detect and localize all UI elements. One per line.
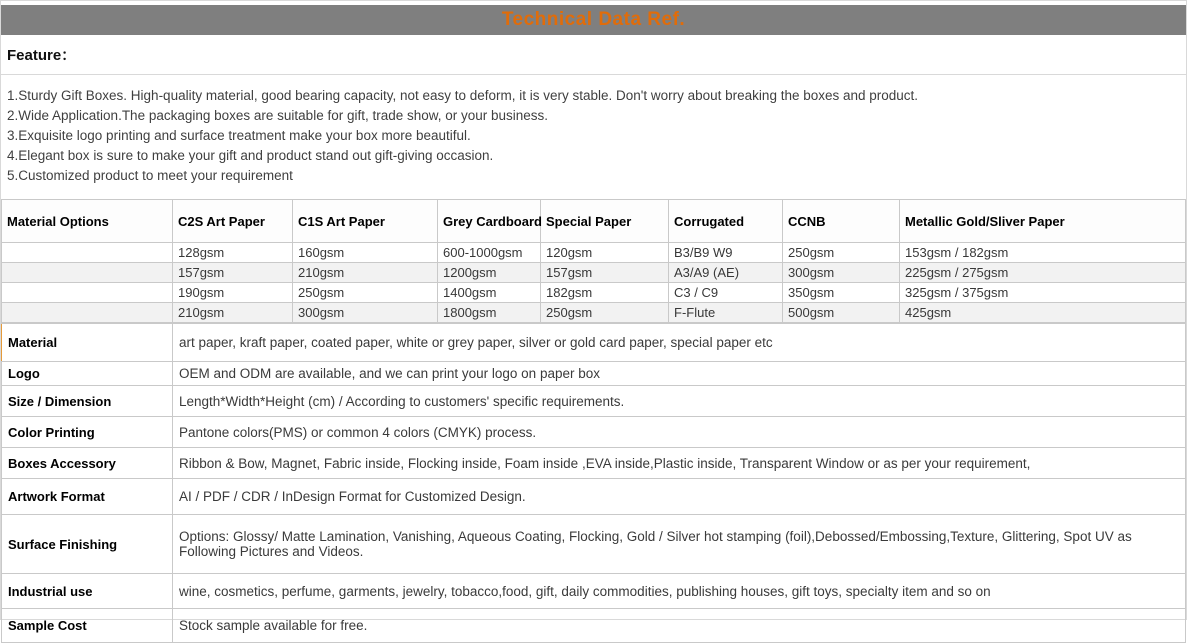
spec-row — [2, 448, 1186, 479]
materials-cell: 350gsm — [783, 283, 900, 303]
spec-row-value: Options: Glossy/ Matte Lamination, Vanishing, Aqueous Coating, Flocking, Gold / Silver hot stamping (foil),Debossed/Embossing,Texture, Glittering, Spot UV as Following Pictures and Videos. — [173, 515, 1186, 574]
spec-row-value: Ribbon & Bow, Magnet, Fabric inside, Flocking inside, Foam inside ,EVA inside,Plastic inside, Transparent Window or as per your requirement, — [173, 448, 1186, 479]
spec-row-label: Sample Cost — [2, 609, 173, 643]
materials-cell: 120gsm — [541, 243, 669, 263]
materials-cell: 1200gsm — [438, 263, 541, 283]
materials-cell — [2, 283, 173, 303]
spec-row — [2, 515, 1186, 574]
materials-column-header: Special Paper — [541, 200, 669, 243]
materials-cell: 225gsm / 275gsm — [900, 263, 1186, 283]
materials-cell: 182gsm — [541, 283, 669, 303]
materials-cell: 210gsm — [293, 263, 438, 283]
materials-cell: 250gsm — [783, 243, 900, 263]
spec-row-label: Artwork Format — [2, 479, 173, 515]
materials-cell: 153gsm / 182gsm — [900, 243, 1186, 263]
materials-cell: 160gsm — [293, 243, 438, 263]
materials-cell — [2, 243, 173, 263]
materials-cell: 500gsm — [783, 303, 900, 323]
materials-cell: 1400gsm — [438, 283, 541, 303]
materials-cell: A3/A9 (AE) — [669, 263, 783, 283]
feature-list — [1, 75, 1186, 192]
materials-cell: B3/B9 W9 — [669, 243, 783, 263]
spec-row — [2, 609, 1186, 643]
spec-row-value: Stock sample available for free. — [173, 609, 1186, 643]
spec-row-value: wine, cosmetics, perfume, garments, jewelry, tobacco,food, gift, daily commodities, publishing houses, gift toys, specialty item and so on — [173, 574, 1186, 609]
materials-body — [2, 243, 1186, 323]
materials-cell — [2, 263, 173, 283]
materials-cell: 300gsm — [293, 303, 438, 323]
materials-cell: 210gsm — [173, 303, 293, 323]
materials-cell: 250gsm — [541, 303, 669, 323]
materials-cell: 425gsm — [900, 303, 1186, 323]
spec-row-label: Material — [2, 324, 173, 362]
materials-column-header: Material Options — [2, 200, 173, 243]
spec-row-value: AI / PDF / CDR / InDesign Format for Customized Design. — [173, 479, 1186, 515]
feature-item: 4.Elegant box is sure to make your gift and product stand out gift-giving occasion. — [7, 148, 494, 163]
materials-column-header: Metallic Gold/Sliver Paper — [900, 200, 1186, 243]
materials-column-header: Corrugated — [669, 200, 783, 243]
spec-body — [2, 324, 1186, 643]
materials-row — [2, 283, 1186, 303]
materials-row — [2, 263, 1186, 283]
feature-item: 1.Sturdy Gift Boxes. High-quality material, good bearing capacity, not easy to deform, it is very stable. Don't worry about breaking the boxes and product. — [7, 88, 919, 103]
materials-header-row — [2, 200, 1186, 243]
spec-row — [2, 324, 1186, 362]
materials-cell: 300gsm — [783, 263, 900, 283]
spec-row — [2, 574, 1186, 609]
materials-cell: 128gsm — [173, 243, 293, 263]
materials-cell: 250gsm — [293, 283, 438, 303]
materials-cell — [2, 303, 173, 323]
materials-cell: F-Flute — [669, 303, 783, 323]
spec-row-label: Logo — [2, 362, 173, 386]
page-title: Technical Data Ref. — [501, 9, 686, 30]
feature-item: 2.Wide Application.The packaging boxes are suitable for gift, trade show, or your business. — [7, 108, 549, 123]
spec-row — [2, 386, 1186, 417]
materials-cell: C3 / C9 — [669, 283, 783, 303]
feature-section-heading: Feature： — [1, 35, 1186, 75]
materials-cell: 1800gsm — [438, 303, 541, 323]
feature-item: 3.Exquisite logo printing and surface treatment make your box more beautiful. — [7, 128, 471, 143]
spec-row — [2, 417, 1186, 448]
materials-options-table — [1, 199, 1186, 323]
spec-row-value: OEM and ODM are available, and we can print your logo on paper box — [173, 362, 1186, 386]
materials-column-header: Grey Cardboard — [438, 200, 541, 243]
materials-column-header: C1S Art Paper — [293, 200, 438, 243]
spec-row-label: Color Printing — [2, 417, 173, 448]
materials-cell: 600-1000gsm — [438, 243, 541, 263]
materials-cell: 325gsm / 375gsm — [900, 283, 1186, 303]
spec-row-label: Industrial use — [2, 574, 173, 609]
materials-column-header: CCNB — [783, 200, 900, 243]
materials-cell: 157gsm — [173, 263, 293, 283]
materials-row — [2, 303, 1186, 323]
spec-row — [2, 362, 1186, 386]
spec-row-label: Surface Finishing — [2, 515, 173, 574]
spec-row — [2, 479, 1186, 515]
materials-cell: 190gsm — [173, 283, 293, 303]
spec-row-value: art paper, kraft paper, coated paper, white or grey paper, silver or gold card paper, special paper etc — [173, 324, 1186, 362]
spec-row-value: Pantone colors(PMS) or common 4 colors (CMYK) process. — [173, 417, 1186, 448]
title-bar — [1, 5, 1186, 35]
feature-item: 5.Customized product to meet your requirement — [7, 168, 293, 183]
spec-row-label: Size / Dimension — [2, 386, 173, 417]
materials-cell: 157gsm — [541, 263, 669, 283]
spec-row-value: Length*Width*Height (cm) / According to customers' specific requirements. — [173, 386, 1186, 417]
spec-table — [1, 323, 1186, 643]
spec-row-label: Boxes Accessory — [2, 448, 173, 479]
materials-column-header: C2S Art Paper — [173, 200, 293, 243]
materials-row — [2, 243, 1186, 263]
